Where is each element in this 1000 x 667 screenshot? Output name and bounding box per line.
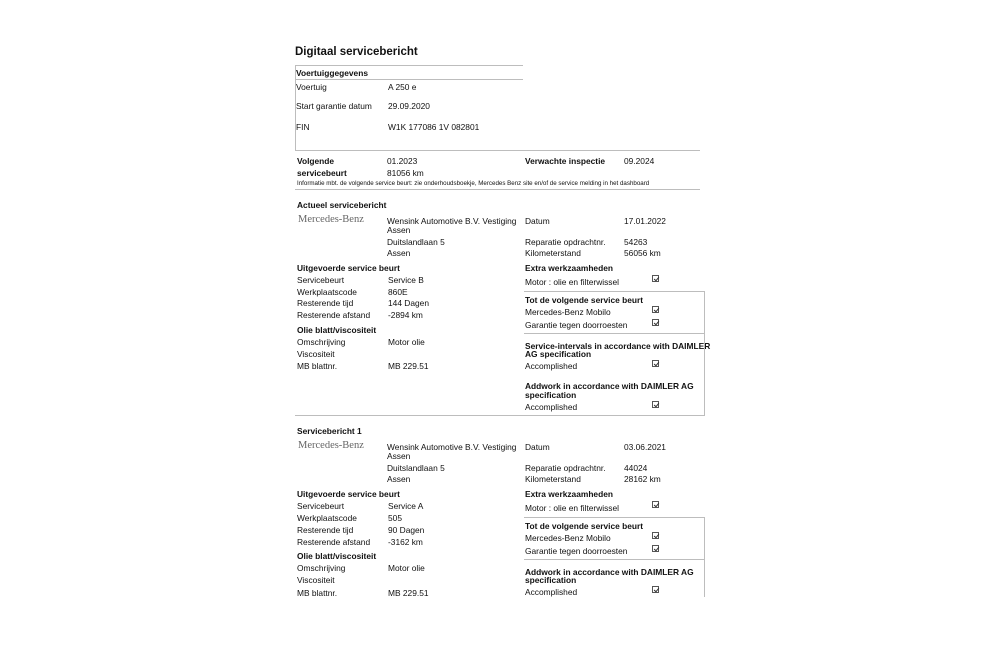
vehicle-value: 29.09.2020 bbox=[388, 101, 430, 111]
checkbox-checked-icon bbox=[652, 275, 659, 282]
km-label: Kilometerstand bbox=[525, 248, 581, 258]
report-heading: Actueel servicebericht bbox=[297, 200, 387, 210]
dealer-city: Assen bbox=[387, 474, 411, 484]
work-value: Service B bbox=[388, 275, 424, 285]
km-value: 28162 km bbox=[624, 474, 661, 484]
work-label: Resterende afstand bbox=[297, 537, 371, 547]
dealer-city: Assen bbox=[387, 248, 411, 258]
order-value: 44024 bbox=[624, 463, 648, 473]
mercedes-benz-logo: Mercedes-Benz bbox=[298, 440, 364, 451]
oil-value: MB 229.51 bbox=[388, 361, 429, 371]
date-label: Datum bbox=[525, 442, 550, 452]
oil-heading: Olie blatt/viscositeit bbox=[297, 325, 377, 335]
next-service-label: servicebeurt bbox=[297, 168, 347, 178]
extra-heading: Extra werkzaamheden bbox=[525, 489, 613, 499]
km-value: 56056 km bbox=[624, 248, 661, 258]
checkbox-checked-icon bbox=[652, 306, 659, 313]
km-label: Kilometerstand bbox=[525, 474, 581, 484]
checkbox-checked-icon bbox=[652, 319, 659, 326]
next-service-label: Volgende bbox=[297, 156, 335, 166]
checkbox-checked-icon bbox=[652, 545, 659, 552]
addwork-item: Accomplished bbox=[525, 402, 578, 412]
work-value: -3162 km bbox=[388, 537, 423, 547]
oil-label: Omschrijving bbox=[297, 563, 346, 573]
oil-label: Omschrijving bbox=[297, 337, 346, 347]
work-value: 144 Dagen bbox=[388, 298, 429, 308]
extra-heading: Extra werkzaamheden bbox=[525, 263, 613, 273]
extra-item: Motor : olie en filterwissel bbox=[525, 277, 620, 287]
work-label: Servicebeurt bbox=[297, 501, 345, 511]
divider bbox=[524, 559, 704, 560]
oil-label: Viscositeit bbox=[297, 349, 335, 359]
work-heading: Uitgevoerde service beurt bbox=[297, 489, 400, 499]
vehicle-label: Voertuig bbox=[296, 82, 327, 92]
next-item: Mercedes-Benz Mobilo bbox=[525, 307, 611, 317]
oil-value: Motor olie bbox=[388, 563, 425, 573]
checkbox-checked-icon bbox=[652, 586, 659, 593]
dealer-name: Assen bbox=[387, 225, 411, 235]
divider bbox=[295, 65, 523, 66]
divider bbox=[295, 150, 700, 151]
oil-label: Viscositeit bbox=[297, 575, 335, 585]
interval-heading: AG specification bbox=[525, 349, 592, 359]
work-value: 505 bbox=[388, 513, 402, 523]
checkbox-checked-icon bbox=[652, 532, 659, 539]
work-label: Servicebeurt bbox=[297, 275, 345, 285]
checkbox-checked-icon bbox=[652, 501, 659, 508]
vehicle-label: FIN bbox=[296, 122, 310, 132]
checkbox-checked-icon bbox=[652, 401, 659, 408]
oil-label: MB blattnr. bbox=[297, 361, 338, 371]
inspection-date: 09.2024 bbox=[624, 156, 655, 166]
date-label: Datum bbox=[525, 216, 550, 226]
addwork-heading: Addwork in accordance with DAIMLER AG bbox=[525, 567, 694, 577]
divider bbox=[524, 333, 704, 334]
extra-item: Motor : olie en filterwissel bbox=[525, 503, 620, 513]
oil-label: MB blattnr. bbox=[297, 588, 338, 598]
vehicle-value: A 250 e bbox=[388, 82, 417, 92]
checkbox-checked-icon bbox=[652, 360, 659, 367]
divider bbox=[524, 291, 704, 292]
next-item: Garantie tegen doorroesten bbox=[525, 546, 628, 556]
order-value: 54263 bbox=[624, 237, 648, 247]
addwork-heading: Addwork in accordance with DAIMLER AG bbox=[525, 381, 694, 391]
next-item: Mercedes-Benz Mobilo bbox=[525, 533, 611, 543]
interval-item: Accomplished bbox=[525, 361, 578, 371]
work-value: Service A bbox=[388, 501, 424, 511]
next-item: Garantie tegen doorroesten bbox=[525, 320, 628, 330]
vehicle-value: W1K 177086 1V 082801 bbox=[388, 122, 480, 132]
work-label: Resterende tijd bbox=[297, 525, 354, 535]
work-value: 860E bbox=[388, 287, 408, 297]
oil-value: MB 229.51 bbox=[388, 588, 429, 598]
vehicle-heading: Voertuiggegevens bbox=[296, 68, 368, 78]
work-label: Werkplaatscode bbox=[297, 513, 357, 523]
oil-value: Motor olie bbox=[388, 337, 425, 347]
next-heading: Tot de volgende service beurt bbox=[525, 521, 644, 531]
dealer-street: Duitslandlaan 5 bbox=[387, 463, 445, 473]
addwork-item: Accomplished bbox=[525, 587, 578, 597]
divider bbox=[295, 79, 523, 80]
order-label: Reparatie opdrachtnr. bbox=[525, 237, 606, 247]
work-label: Werkplaatscode bbox=[297, 287, 357, 297]
page-title: Digitaal servicebericht bbox=[295, 46, 418, 58]
next-service-date: 01.2023 bbox=[387, 156, 418, 166]
divider bbox=[704, 517, 705, 597]
dealer-name: Wensink Automotive B.V. Vestiging bbox=[387, 442, 517, 452]
addwork-heading: specification bbox=[525, 390, 577, 400]
divider bbox=[295, 189, 700, 190]
vehicle-label: Start garantie datum bbox=[296, 101, 372, 111]
date-value: 17.01.2022 bbox=[624, 216, 666, 226]
work-value: 90 Dagen bbox=[388, 525, 425, 535]
date-value: 03.06.2021 bbox=[624, 442, 666, 452]
divider bbox=[295, 415, 705, 416]
dealer-street: Duitslandlaan 5 bbox=[387, 237, 445, 247]
order-label: Reparatie opdrachtnr. bbox=[525, 463, 606, 473]
report-heading: Servicebericht 1 bbox=[297, 426, 362, 436]
work-label: Resterende tijd bbox=[297, 298, 354, 308]
next-service-info: Informatie mbt. de volgende service beurt: zie onderhoudsboekje, Mercedes Benz site en/of de service melding in het dashboard bbox=[297, 180, 650, 187]
divider bbox=[704, 291, 705, 415]
inspection-label: Verwachte inspectie bbox=[525, 156, 606, 166]
interval-heading: Service-intervals in accordance with DAIMLER bbox=[525, 341, 711, 351]
next-heading: Tot de volgende service beurt bbox=[525, 295, 644, 305]
dealer-name: Wensink Automotive B.V. Vestiging bbox=[387, 216, 517, 226]
work-label: Resterende afstand bbox=[297, 310, 371, 320]
oil-heading: Olie blatt/viscositeit bbox=[297, 551, 377, 561]
work-value: -2894 km bbox=[388, 310, 423, 320]
next-service-km: 81056 km bbox=[387, 168, 424, 178]
addwork-heading: specification bbox=[525, 575, 577, 585]
mercedes-benz-logo: Mercedes-Benz bbox=[298, 214, 364, 225]
dealer-name: Assen bbox=[387, 451, 411, 461]
work-heading: Uitgevoerde service beurt bbox=[297, 263, 400, 273]
divider bbox=[524, 517, 704, 518]
